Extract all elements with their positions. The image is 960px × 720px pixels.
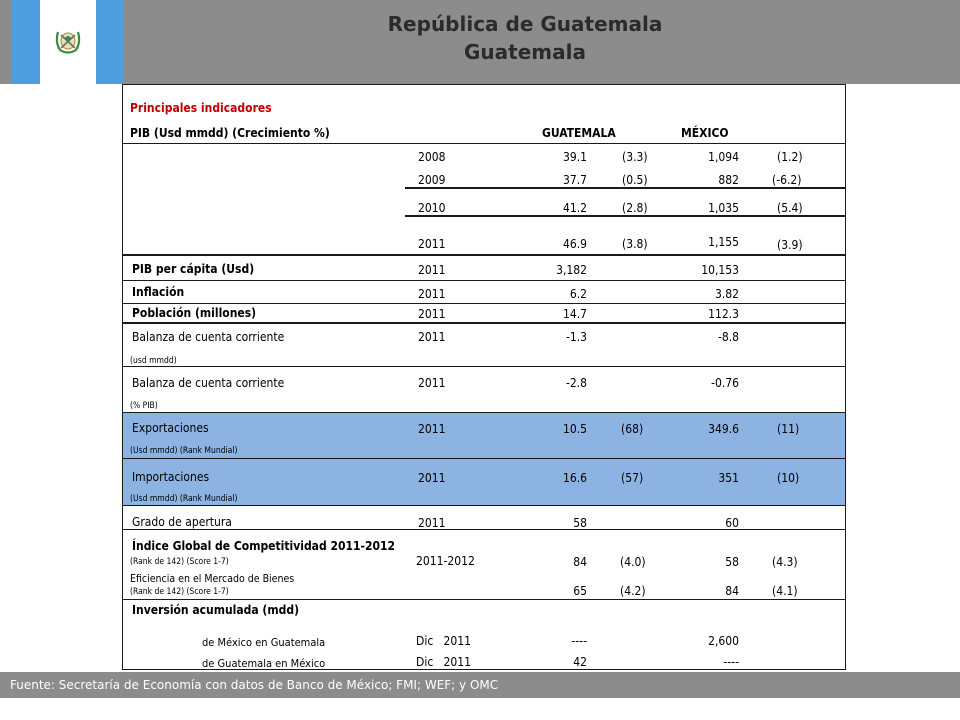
gt-value: 65 [573, 584, 587, 598]
col-header-mexico: MÉXICO [681, 126, 729, 140]
mx-score: (4.1) [772, 584, 798, 598]
year: 2011 [418, 376, 446, 390]
pib-year: 2011 [418, 237, 446, 251]
eficiencia-label: Eficiencia en el Mercado de Bienes [130, 573, 295, 585]
gt-value: 6.2 [569, 287, 587, 301]
divider [123, 599, 845, 600]
divider [405, 215, 845, 217]
balanza-pib-label: Balanza de cuenta corriente [132, 376, 285, 390]
flag-blue-band-left [12, 0, 40, 84]
importaciones-label: Importaciones [132, 470, 210, 484]
flag-blue-band-right [96, 0, 124, 84]
pib-gt-value: 39.1 [562, 150, 587, 164]
divider [123, 458, 845, 459]
gt-rank: (68) [621, 422, 644, 436]
pib-gt-growth: (0.5) [622, 173, 648, 187]
coat-of-arms-icon [54, 26, 82, 56]
divider [123, 366, 845, 367]
inversion-mx-gt-label: de México en Guatemala [202, 636, 326, 649]
inflacion-label: Inflación [132, 285, 185, 299]
pib-gt-growth: (3.3) [622, 150, 648, 164]
gt-value: 10.5 [562, 422, 587, 436]
pib-gt-value: 37.7 [562, 173, 587, 187]
year: 2011 [418, 330, 446, 344]
mx-value: 58 [725, 555, 739, 569]
guatemala-flag [12, 0, 124, 84]
gt-value: -2.8 [565, 376, 587, 390]
title-country: República de Guatemala [387, 12, 663, 36]
gt-value: ---- [571, 634, 587, 648]
mx-value: 351 [718, 471, 739, 485]
divider [123, 322, 845, 324]
pib-mx-value: 1,094 [708, 150, 739, 164]
header-bar [0, 0, 960, 84]
divider [123, 505, 845, 506]
mx-score: (4.3) [772, 555, 798, 569]
flag-white-band [40, 0, 96, 84]
inversion-date: Dic 2011 [416, 655, 472, 669]
mx-rank: (10) [777, 471, 800, 485]
section-title: Principales indicadores [130, 101, 272, 115]
gt-score: (4.2) [620, 584, 646, 598]
gt-value: 3,182 [556, 263, 587, 277]
col-header-guatemala: GUATEMALA [542, 126, 616, 140]
title-subtitle: Guatemala [464, 40, 586, 64]
mx-value: 84 [725, 584, 739, 598]
year: 2011 [418, 422, 446, 436]
balanza-usd-label: Balanza de cuenta corriente [132, 330, 285, 344]
divider [123, 303, 845, 304]
year: 2011 [418, 287, 446, 301]
mx-value: ---- [723, 655, 739, 669]
competitividad-label: Índice Global de Competitividad 2011-2012 [132, 539, 396, 553]
pib-mx-value: 1,035 [708, 201, 739, 215]
gt-value: 42 [573, 655, 587, 669]
gt-value: 16.6 [562, 471, 587, 485]
mx-value: -8.8 [717, 330, 739, 344]
mx-value: 3.82 [714, 287, 739, 301]
source-note: Fuente: Secretaría de Economía con datos de Banco de México; FMI; WEF; y OMC [10, 678, 499, 692]
competitividad-sub: (Rank de 142) (Score 1-7) [130, 557, 229, 567]
divider [405, 187, 845, 189]
pib-gt-growth: (3.8) [622, 237, 648, 251]
pib-gt-value: 41.2 [562, 201, 587, 215]
year: 2011-2012 [416, 554, 475, 568]
mx-value: -0.76 [711, 376, 739, 390]
year: 2011 [418, 516, 446, 530]
pib-year: 2010 [418, 201, 446, 215]
importaciones-sub: (Usd mmdd) (Rank Mundial) [130, 494, 238, 504]
pib-gt-value: 46.9 [562, 237, 587, 251]
gt-value: 14.7 [562, 307, 587, 321]
inversion-label: Inversión acumulada (mdd) [132, 603, 300, 617]
apertura-label: Grado de apertura [132, 515, 232, 529]
pib-gt-growth: (2.8) [622, 201, 648, 215]
page-title [300, 10, 750, 66]
pib-mx-growth: (3.9) [777, 238, 803, 252]
gt-value: -1.3 [565, 330, 587, 344]
divider [123, 254, 845, 256]
pib-mx-value: 1,155 [708, 235, 739, 249]
footer-bar [0, 672, 960, 698]
gt-value: 84 [573, 555, 587, 569]
gt-value: 58 [573, 516, 587, 530]
mx-value: 2,600 [708, 634, 739, 648]
pib-percapita-label: PIB per cápita (Usd) [132, 262, 255, 276]
year: 2011 [418, 471, 446, 485]
indicators-table [122, 84, 846, 670]
balanza-usd-sub: (usd mmdd) [130, 356, 177, 366]
pib-mx-growth: (1.2) [777, 150, 803, 164]
divider [123, 143, 845, 144]
year: 2011 [418, 307, 446, 321]
balanza-pib-sub: (% PIB) [130, 401, 158, 411]
eficiencia-sub: (Rank de 142) (Score 1-7) [130, 587, 229, 597]
divider [123, 280, 845, 281]
year: 2011 [418, 263, 446, 277]
exportaciones-sub: (Usd mmdd) (Rank Mundial) [130, 446, 238, 456]
pib-label: PIB (Usd mmdd) (Crecimiento %) [130, 126, 330, 140]
inversion-date: Dic 2011 [416, 634, 472, 648]
pib-mx-value: 882 [718, 173, 739, 187]
gt-score: (4.0) [620, 555, 646, 569]
pib-mx-growth: (5.4) [777, 201, 803, 215]
exportaciones-label: Exportaciones [132, 421, 209, 435]
gt-rank: (57) [621, 471, 644, 485]
pib-mx-growth: (-6.2) [772, 173, 802, 187]
mx-value: 10,153 [701, 263, 739, 277]
mx-value: 112.3 [708, 307, 739, 321]
mx-value: 349.6 [708, 422, 739, 436]
divider [123, 412, 845, 413]
mx-value: 60 [725, 516, 739, 530]
poblacion-label: Población (millones) [132, 306, 257, 320]
inversion-gt-mx-label: de Guatemala en México [202, 657, 326, 670]
pib-year: 2009 [418, 173, 446, 187]
mx-rank: (11) [777, 422, 800, 436]
pib-year: 2008 [418, 150, 446, 164]
